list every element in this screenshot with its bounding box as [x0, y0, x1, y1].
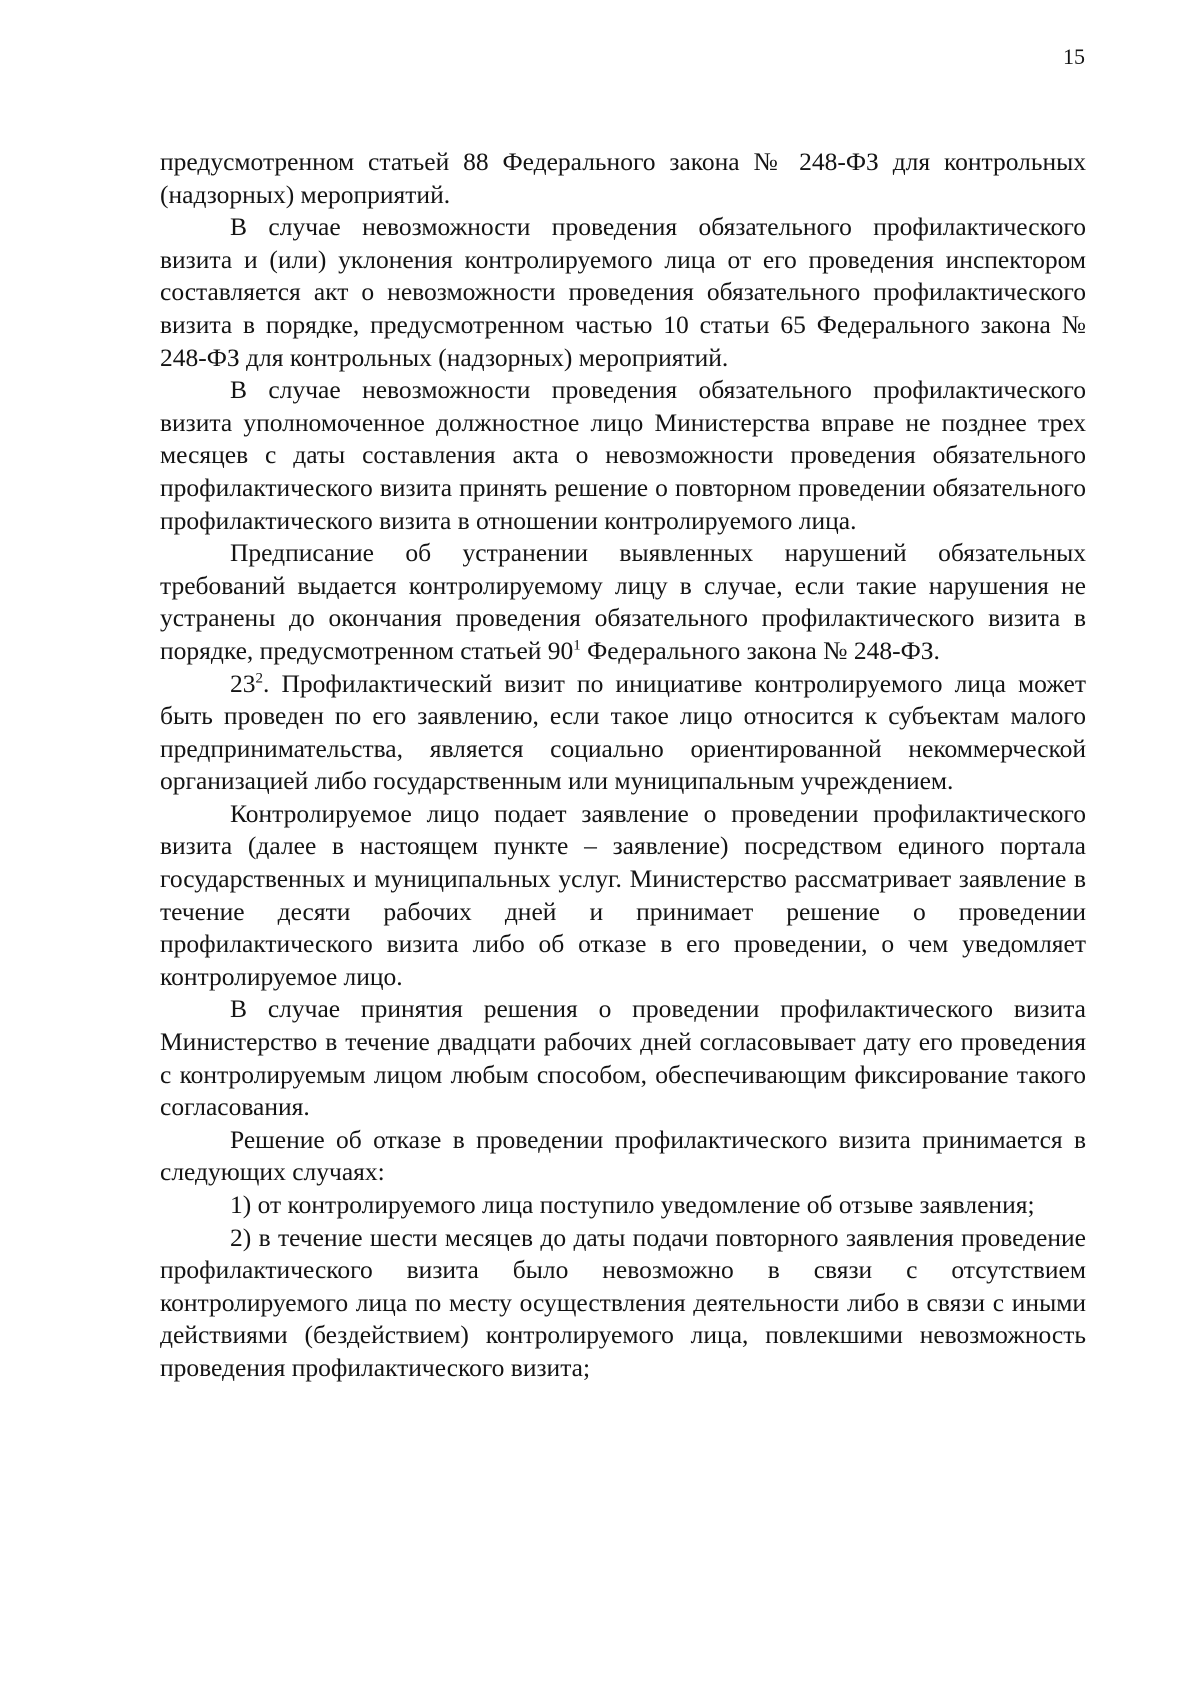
paragraph-date-agreement: В случае принятия решения о проведении профилактического визита Министерство в течение двадцати рабочих дней согласовывает дату его проведения с контролируемым лицом любым способом, обеспечивающим фиксирование такого согласования.	[160, 994, 1086, 1122]
paragraph-refusal-cases: Решение об отказе в проведении профилактического визита принимается в следующих случаях:	[160, 1124, 1086, 1187]
document-body	[160, 146, 1086, 1385]
item-number-superscript: 2	[255, 670, 263, 686]
page-number: 15	[1063, 44, 1085, 69]
paragraph-item-23-2-text: . Профилактический визит по инициативе контролируемого лица может быть проведен по его заявлению, если такое лицо относится к субъектам малого предпринимательства, является социально ориентированной некоммерческой организацией либо государственным или муниципальным учреждением.	[160, 668, 1086, 796]
article-superscript: 1	[573, 637, 581, 654]
paragraph-item-23-2	[160, 668, 1086, 798]
paragraph-prescription-tail: Федерального закона № 248-ФЗ.	[580, 635, 940, 665]
list-item-1: 1) от контролируемого лица поступило уведомление об отзыве заявления;	[230, 1190, 1035, 1219]
paragraph-application: Контролируемое лицо подает заявление о проведении профилактического визита (далее в настоящем пункте – заявление) посредством единого портала государственных и муниципальных услуг. Министерство рассматривает заявление в течение десяти рабочих дней и принимает решение о проведении профилактического визита либо об отказе в его проведении, о чем уведомляет контролируемое лицо.	[160, 798, 1086, 991]
paragraph-continuation: предусмотренном статьей 88 Федерального закона № 248-ФЗ для контрольных (надзорных) мероприятий.	[160, 147, 1086, 209]
paragraph-impossibility-act: В случае невозможности проведения обязательного профилактического визита и (или) уклонения контролируемого лица от его проведения инспектором составляется акт о невозможности проведения обязательного профилактического визита в порядке, предусмотренном частью 10 статьи 65 Федерального закона № 248-ФЗ для контрольных (надзорных) мероприятий.	[160, 212, 1086, 372]
list-item-2: 2) в течение шести месяцев до даты подачи повторного заявления проведение профилактического визита было невозможно в связи с отсутствием контролируемого лица по месту осуществления деятельности либо в связи с иными действиями (бездействием) контролируемого лица, повлекшими невозможность проведения профилактического визита;	[160, 1222, 1086, 1382]
paragraph-prescription	[160, 537, 1086, 667]
paragraph-repeat-visit-decision: В случае невозможности проведения обязательного профилактического визита уполномоченное должностное лицо Министерства вправе не позднее трех месяцев с даты составления акта о невозможности проведения обязательного профилактического визита принять решение о повторном проведении обязательного профилактического визита в отношении контролируемого лица.	[160, 375, 1086, 535]
item-number: 23	[230, 668, 256, 698]
paragraph-prescription-text: Предписание об устранении выявленных нарушений обязательных требований выдается контролируемому лицу в случае, если такие нарушения не устранены до окончания проведения обязательного профилактического визита в порядке, предусмотренном статьей 90	[160, 538, 1086, 665]
